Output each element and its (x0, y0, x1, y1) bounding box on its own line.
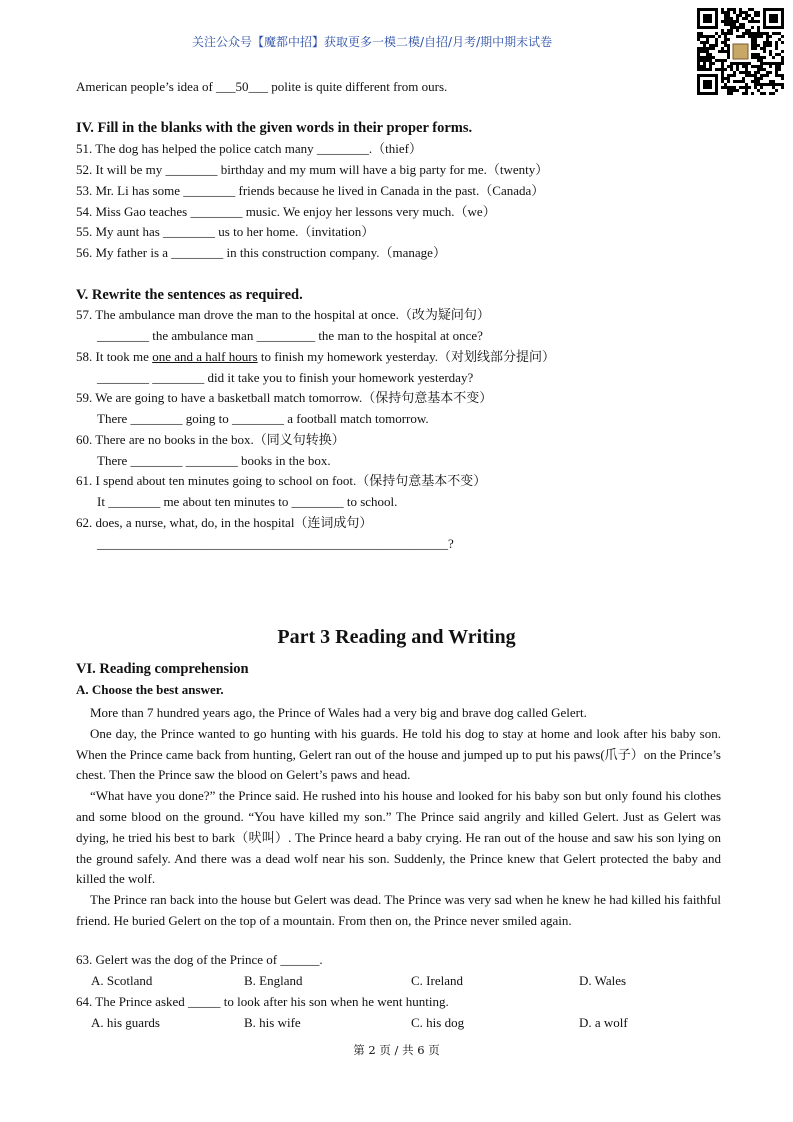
promo-banner: 关注公众号【魔都中招】获取更多一模二模/自招/月考/期中期末试卷 (192, 35, 553, 49)
question-62: 62. does, a nurse, what, do, in the hospital（连词成句） (76, 515, 373, 530)
question-54: 54. Miss Gao teaches ________ music. We enjoy her lessons very much.（we） (76, 204, 496, 219)
part3-title: Part 3 Reading and Writing (277, 626, 516, 648)
qr-code-icon (696, 8, 786, 96)
q63-option-a[interactable]: A. Scotland (91, 973, 153, 988)
q64-option-b[interactable]: B. his wife (244, 1015, 301, 1030)
section5-heading: V. Rewrite the sentences as required. (76, 287, 303, 303)
answer-line-61: It ________ me about ten minutes to ________ to school. (97, 494, 398, 509)
question-59: 59. We are going to have a basketball match tomorrow.（保持句意基本不变） (76, 390, 493, 405)
q64-option-a[interactable]: A. his guards (91, 1015, 160, 1030)
top-line: American people’s idea of ___50___ polite is quite different from ours. (76, 79, 448, 94)
q58-underlined: one and a half hours (152, 349, 258, 364)
section4-heading: IV. Fill in the blanks with the given words in their proper forms. (76, 120, 473, 136)
q58-pre: 58. It took me (76, 349, 153, 364)
question-61: 61. I spend about ten minutes going to school on foot.（保持句意基本不变） (76, 473, 487, 488)
question-58 (76, 349, 555, 365)
question-55: 55. My aunt has ________ us to her home.（invitation） (76, 224, 375, 239)
passage-paragraph: The Prince ran back into the house but Gelert was dead. The Prince was very sad when he knew he had killed his faithful friend. He buried Gelert on the top of a mountain. From then on, the Prince never smiled again. (76, 892, 721, 928)
answer-line-58: ________ ________ did it take you to finish your homework yesterday? (97, 370, 474, 385)
question-56: 56. My father is a ________ in this construction company.（manage） (76, 245, 446, 260)
answer-line-60: There ________ ________ books in the box. (97, 453, 331, 468)
q63-option-c[interactable]: C. Ireland (411, 973, 463, 988)
page-footer: 第 2 页 / 共 6 页 (353, 1043, 440, 1057)
reading-passage (76, 703, 721, 932)
q58-post: to finish my homework yesterday.（对划线部分提问） (257, 349, 556, 364)
q64-option-c[interactable]: C. his dog (411, 1015, 465, 1030)
answer-line-59: There ________ going to ________ a football match tomorrow. (97, 411, 429, 426)
q63-option-b[interactable]: B. England (244, 973, 303, 988)
answer-line-62: ______________________________________________________? (97, 536, 454, 551)
passage-paragraph: One day, the Prince wanted to go hunting with his guards. He told his dog to stay at home and look after his baby son. When the Prince came back from hunting, Gelert ran out of the house and jumped up to put his paws(爪子）on the Prince’s chest. Then the Prince saw the blood on Gelert’s paws and head. (76, 725, 721, 783)
question-60: 60. There are no books in the box.（同义句转换） (76, 432, 345, 447)
question-57: 57. The ambulance man drove the man to the hospital at once.（改为疑问句） (76, 307, 490, 322)
section6-subheading: A. Choose the best answer. (76, 682, 224, 697)
q63-option-d[interactable]: D. Wales (579, 973, 627, 988)
question-51: 51. The dog has helped the police catch many ________.（thief） (76, 141, 422, 156)
q64-option-d[interactable]: D. a wolf (579, 1015, 628, 1030)
passage-paragraph: More than 7 hundred years ago, the Prince of Wales had a very big and brave dog called Gelert. (90, 705, 587, 720)
question-52: 52. It will be my ________ birthday and my mum will have a big party for me.（twenty） (76, 162, 549, 177)
question-64: 64. The Prince asked _____ to look after his son when he went hunting. (76, 994, 449, 1009)
answer-line-57: ________ the ambulance man _________ the man to the hospital at once? (97, 328, 483, 343)
question-53: 53. Mr. Li has some ________ friends because he lived in Canada in the past.（Canada） (76, 183, 545, 198)
section6-heading: VI. Reading comprehension (76, 661, 249, 677)
question-63: 63. Gelert was the dog of the Prince of ______. (76, 952, 323, 967)
passage-paragraph: “What have you done?” the Prince said. He rushed into his house and looked for his baby son but only found his clothes and some blood on the ground. “You have killed my son.” The Prince said angrily and killed Gelert. Just as Gelert was dying, he tried his best to bark（吠叫）. The Prince heard a baby crying. He ran out of the house and saw his son lying on the ground safely. And there was a dead wolf near his son. Suddenly, the Prince knew that Gelert protected the baby and killed the wolf. (76, 788, 721, 887)
